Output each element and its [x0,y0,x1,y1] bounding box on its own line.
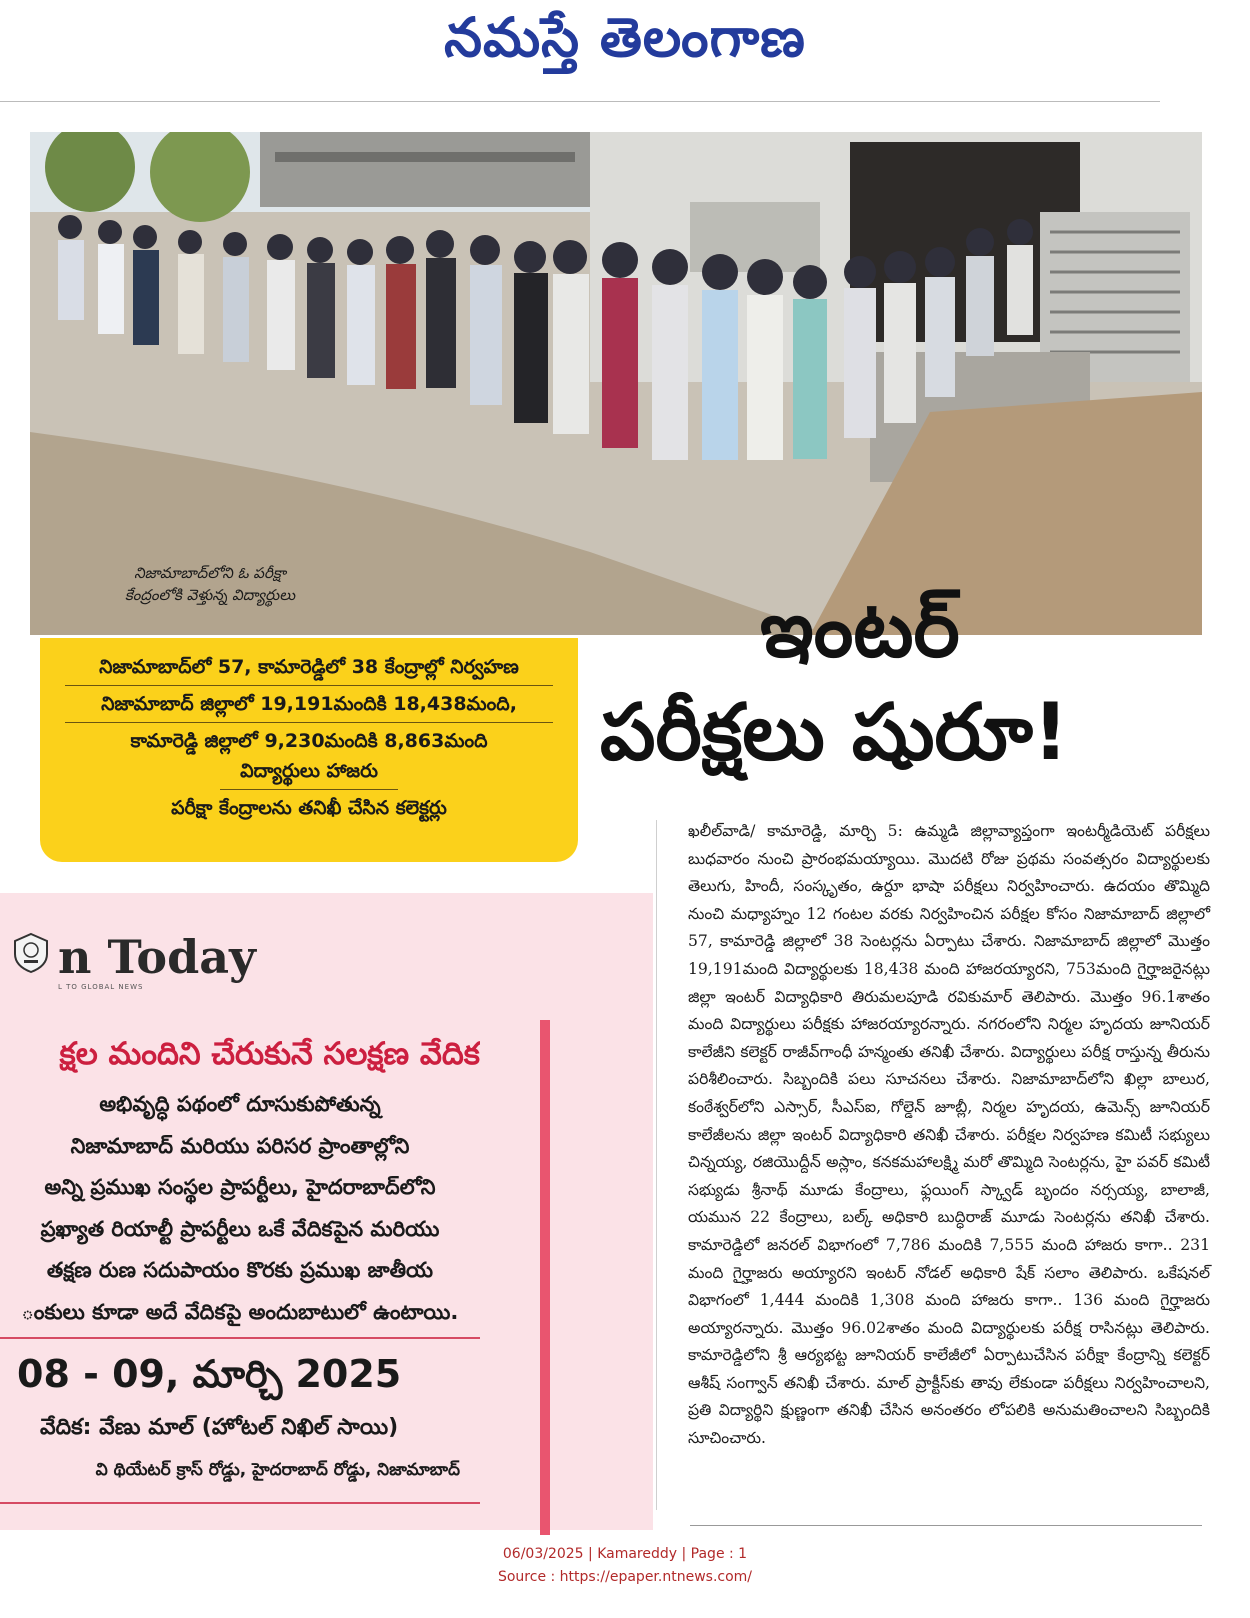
highlight-divider [65,722,553,723]
news-photo [30,132,1202,635]
ad-venue: వేదిక: వేణు మాల్ (హోటల్ నిఖిల్ సాయి) [40,1415,399,1440]
headline-line1: ఇంటర్‌ [760,585,960,675]
highlight-divider [220,789,398,790]
ad-body [0,1084,480,1333]
highlight-divider [65,685,553,686]
ad-brand-tagline: L TO GLOBAL NEWS [58,983,144,991]
ad-event-date: 08 - 09, మార్చి 2025 [17,1352,402,1396]
photo-caption-line1: నిజామాబాద్‌లోని ఓ పరీక్షా [134,564,286,582]
highlight-item: నిజామాబాద్‌ జిల్లాలో 19,191మందికి 18,438మంది, [101,693,517,715]
highlight-item: విద్యార్థులు హాజరు [240,760,378,782]
ad-brand-name: n Today [58,930,256,984]
masthead-divider [0,101,1160,102]
footer-source: Source : https://epaper.ntnews.com/ [497,1569,753,1585]
ad-address [0,1460,460,1490]
headline-line2: పరీక్షలు షురూ! [600,688,1069,778]
highlight-item: పరీక్షా కేంద్రాలను తనిఖీ చేసిన కలెక్టర్లు [171,797,447,819]
newspaper-title: నమస్తే తెలంగాణ [444,6,806,69]
ad-heading [0,1036,480,1082]
highlights-box [40,638,578,862]
ad-body-line: అన్ని ప్రముఖ సంస్థల ప్రాపర్టీలు, హైదరాబాద్‌లోని [44,1175,436,1199]
article-end-rule [690,1525,1202,1526]
ad-body-line: అభివృద్ధి పథంలో దూసుకుపోతున్న [99,1092,381,1116]
ad-body-line: తక్షణ రుణ సదుపాయం కొరకు ప్రముఖ జాతీయ [46,1258,434,1282]
photo-caption [90,562,330,606]
masthead [0,0,1250,100]
emblem-icon [12,932,50,974]
ad-divider [0,1337,480,1339]
highlight-item: కామారెడ్డి జిల్లాలో 9,230మందికి 8,863మంది [130,730,488,752]
column-divider [656,820,657,1510]
ad-body-line: ప్రఖ్యాత రియాల్టీ ప్రాపర్టీలు ఒకే వేదికపైన మరియు [40,1216,440,1241]
ad-divider [0,1502,480,1504]
article-body: ఖలీల్‌వాడి/ కామారెడ్డి, మార్చి 5: ఉమ్మడి జిల్లావ్యాప్తంగా ఇంటర్మీడియెట్‌ పరీక్షలు బుధవారం నుంచి ప్రారంభమయ్యాయి. మొదటి రోజు ప్రథమ సంవత్సరం విద్యార్థులకు తెలుగు, హిందీ, సంస్కృతం, ఉర్దూ భాషా పరీక్షలు నిర్వహించారు. ఉదయం తొమ్మిది నుంచి మధ్యాహ్నం 12 గంటల వరకు నిర్వహించిన పరీక్షల కోసం నిజామాబాద్‌ జిల్లాలో 57, కామారెడ్డి జిల్లాలో 38 సెంటర్లను ఏర్పాటు చేశారు. నిజామాబాద్‌ జిల్లాలో మొత్తం 19,191మంది విద్యార్థులకు 18,438 మంది హాజరయ్యారని, 753మంది గైర్హాజరైనట్లు జిల్లా ఇంటర్‌ విద్యాధికారి తిరుమలపూడి రవికుమార్‌ తెలిపారు. మొత్తం 96.1శాతం మంది విద్యార్థులు పరీక్షకు హాజరయ్యారన్నారు. నగరంలోని నిర్మల హృదయ జూనియర్‌ కాలేజీని కలెక్టర్‌ రాజీవ్‌గాంధీ హన్మంతు తనిఖీ చేశారు. విద్యార్థులు పరీక్ష రాస్తున్న తీరును పరిశీలించారు. సిబ్బందికి పలు సూచనలు చేశారు. నిజామాబాద్‌లోని ఖిల్లా బాలుర, కంఠేశ్వర్‌లోని ఎస్సార్‌, సీఎస్‌ఐ, గోల్డెన్‌ జూబ్లీ, నిర్మల హృదయ, ఉమెన్స్‌ జూనియర్‌ కాలేజీలను జిల్లా ఇంటర్‌ విద్యాధికారి తనిఖీ చేశారు. పరీక్షల నిర్వహణ కమిటీ సభ్యులు చిన్నయ్య, రజియొద్దీన్‌ అస్లాం, కనకమహాలక్ష్మి మరో తొమ్మిది సెంటర్లను, హై పవర్‌ కమిటీ సభ్యుడు శ్రీనాథ్‌ మూడు కేంద్రాలు, ఫ్లయింగ్‌ స్క్వాడ్‌ బృందం నర్సయ్య, బాలాజీ, యమున 22 కేంద్రాలు, బల్క్‌ అధికారి బుద్ధిరాజ్‌ మూడు సెంటర్లను తనిఖీ చేశారు. కామారెడ్డిలో జనరల్‌ విభాగంలో 7,786 మందికి 7,555 మంది హాజరు కాగా.. 231 మంది గైర్హాజరు అయ్యారని ఇంటర్‌ నోడల్‌ అధికారి షేక్‌ సలాం తెలిపారు. ఒకేషనల్‌ విభాగంలో 1,444 మందికి 1,308 మంది హాజరు కాగా.. 136 మంది గైర్హాజరు అయ్యారన్నారు. మొత్తం 96.02శాతం మంది విద్యార్థులకు పరీక్ష రాసినట్లు తెలిపారు. కామారెడ్డిలోని శ్రీ ఆర్యభట్ట జూనియర్‌ కాలేజీలో ఏర్పాటుచేసిన పరీక్షా కేంద్రాన్ని కలెక్టర్‌ ఆశీష్‌ సంగ్వాన్‌ తనిఖీ చేశారు. మాల్‌ ప్రాక్టీస్‌కు తావు లేకుండా పరీక్షలు నిర్వహించాలని, ప్రతి విద్యార్థిని క్షుణ్ణంగా తనిఖీ చేసిన అనంతరం లోపలికి అనుమతించాలని సిబ్బందికి సూచించారు. [688,822,1210,1448]
footer-date-edition: 06/03/2025 | Kamareddy | Page : 1 [502,1546,748,1562]
ad-body-line: ంకులు కూడా అదే వేదికపై అందుబాటులో ఉంటాయి. [21,1299,459,1324]
ad-body-line: నిజామాబాద్ మరియు పరిసర ప్రాంతాల్లోని [70,1133,410,1158]
photo-caption-line2: కేంద్రంలోకి వెళ్తున్న విద్యార్థులు [124,586,296,604]
students-queue-illustration [30,132,1202,635]
highlight-item: నిజామాబాద్‌లో 57, కామారెడ్డిలో 38 కేంద్రాల్లో నిర్వహణ [99,656,519,678]
ad-address-text: వి థియేటర్ క్రాస్ రోడ్డు, హైదరాబాద్ రోడ్డు, నిజామాబాద్ [95,1460,460,1480]
ad-heading-text: క్షల మందిని చేరుకునే సలక్షణ వేదిక [59,1036,480,1072]
ad-accent-bar [540,1020,550,1535]
